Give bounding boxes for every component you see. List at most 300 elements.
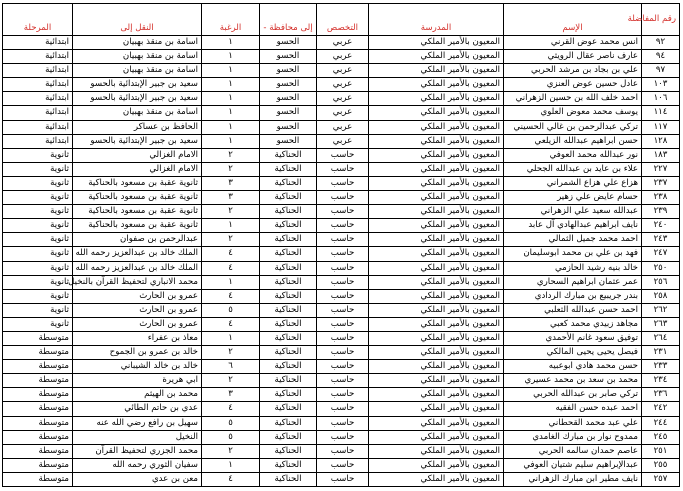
cell-wish[interactable]: ٥	[202, 303, 260, 317]
cell-school[interactable]: المعيون بالأمير الملكي	[369, 416, 504, 430]
table-row	[3, 303, 680, 317]
table-row	[3, 92, 680, 106]
cell-stage[interactable]: ثانوية	[3, 191, 73, 205]
cell-to-gov[interactable]: الحسو	[260, 50, 317, 64]
cell-name[interactable]: احمد خلف الله بن حسين الزهراني	[504, 92, 642, 106]
cell-name[interactable]: عادل حسين عوض العنزي	[504, 78, 642, 92]
cell-num[interactable]: ٢٦٢	[642, 303, 680, 317]
cell-stage[interactable]: ابتدائية	[3, 64, 73, 78]
cell-stage[interactable]: ثانوية	[3, 317, 73, 331]
cell-specialty[interactable]: حاسب	[317, 388, 369, 402]
cell-to-gov[interactable]: الحسو	[260, 120, 317, 134]
cell-specialty[interactable]: حاسب	[317, 360, 369, 374]
cell-wish[interactable]: ١	[202, 50, 260, 64]
cell-specialty[interactable]: حاسب	[317, 458, 369, 472]
cell-school[interactable]: المعيون بالأمير الملكي	[369, 134, 504, 148]
cell-wish[interactable]: ٣	[202, 388, 260, 402]
cell-transfer-to[interactable]: سعيد بن جبير الإبتدائية بالحسو	[73, 78, 202, 92]
cell-stage[interactable]: ثانوية	[3, 205, 73, 219]
cell-to-gov[interactable]: الحناكية	[260, 219, 317, 233]
cell-stage[interactable]: ثانوية	[3, 303, 73, 317]
cell-to-gov[interactable]: الحناكية	[260, 233, 317, 247]
cell-name[interactable]: علاء بن عايد بن عبدالله الجحلي	[504, 162, 642, 176]
spreadsheet	[3, 3, 680, 487]
cell-name[interactable]: توفيق سعود غانم الأحمدي	[504, 331, 642, 345]
cell-stage[interactable]: ابتدائية	[3, 120, 73, 134]
cell-school[interactable]: المعيون بالأمير الملكي	[369, 331, 504, 345]
cell-name[interactable]: فيصل يحيى يحيى المالكي	[504, 346, 642, 360]
cell-stage[interactable]: متوسطة	[3, 360, 73, 374]
header-school: المدرسة	[369, 4, 504, 36]
cell-transfer-to[interactable]: اسامة بن منقذ بهبيان	[73, 64, 202, 78]
cell-stage[interactable]: ثانوية	[3, 148, 73, 162]
table-row	[3, 331, 680, 345]
cell-num[interactable]: ٢٤٤	[642, 416, 680, 430]
table-row	[3, 402, 680, 416]
cell-school[interactable]: المعيون بالأمير الملكي	[369, 50, 504, 64]
cell-name[interactable]: حسن ابراهيم عبدالله الزيلعي	[504, 134, 642, 148]
cell-to-gov[interactable]: الحناكية	[260, 275, 317, 289]
cell-transfer-to[interactable]: خالد بن خالد الشيباني	[73, 360, 202, 374]
cell-to-gov[interactable]: الحسو	[260, 78, 317, 92]
cell-wish[interactable]: ١	[202, 92, 260, 106]
table-row	[3, 162, 680, 176]
cell-num[interactable]: ٢٤٠	[642, 219, 680, 233]
cell-wish[interactable]: ٢	[202, 346, 260, 360]
cell-transfer-to[interactable]: ثانوية عقبة بن مسعود بالحناكية	[73, 205, 202, 219]
cell-num[interactable]: ٩٤	[642, 50, 680, 64]
transfer-table	[2, 3, 680, 487]
table-row	[3, 374, 680, 388]
cell-school[interactable]: المعيون بالأمير الملكي	[369, 360, 504, 374]
cell-school[interactable]: المعيون بالأمير الملكي	[369, 472, 504, 486]
cell-transfer-to[interactable]: الملك خالد بن عبدالعزيز رحمه الله	[73, 247, 202, 261]
cell-wish[interactable]: ١	[202, 331, 260, 345]
cell-specialty[interactable]: حاسب	[317, 430, 369, 444]
cell-school[interactable]: المعيون بالأمير الملكي	[369, 219, 504, 233]
cell-specialty[interactable]: عربي	[317, 50, 369, 64]
cell-num[interactable]: ٩٧	[642, 64, 680, 78]
cell-school[interactable]: المعيون بالأمير الملكي	[369, 458, 504, 472]
table-row	[3, 176, 680, 190]
cell-wish[interactable]: ٢	[202, 444, 260, 458]
header-num: رقم المفاضلة	[642, 4, 680, 36]
cell-school[interactable]: المعيون بالأمير الملكي	[369, 317, 504, 331]
cell-school[interactable]: المعيون بالأمير الملكي	[369, 92, 504, 106]
cell-stage[interactable]: ثانوية	[3, 233, 73, 247]
cell-transfer-to[interactable]: عمرو بن الحارث	[73, 317, 202, 331]
cell-school[interactable]: المعيون بالأمير الملكي	[369, 289, 504, 303]
cell-school[interactable]: المعيون بالأمير الملكي	[369, 162, 504, 176]
cell-stage[interactable]: متوسطة	[3, 472, 73, 486]
table-row	[3, 430, 680, 444]
cell-specialty[interactable]: عربي	[317, 106, 369, 120]
cell-school[interactable]: المعيون بالأمير الملكي	[369, 430, 504, 444]
cell-to-gov[interactable]: الحناكية	[260, 289, 317, 303]
cell-name[interactable]: حسن محمد هادي ابوعبيه	[504, 360, 642, 374]
cell-specialty[interactable]: حاسب	[317, 261, 369, 275]
cell-to-gov[interactable]: الحناكية	[260, 162, 317, 176]
cell-wish[interactable]: ٤	[202, 402, 260, 416]
cell-to-gov[interactable]: الحسو	[260, 134, 317, 148]
cell-stage[interactable]: ابتدائية	[3, 134, 73, 148]
cell-to-gov[interactable]: الحناكية	[260, 360, 317, 374]
cell-num[interactable]: ٢٣٣	[642, 360, 680, 374]
cell-num[interactable]: ٢٦٣	[642, 317, 680, 331]
cell-transfer-to[interactable]: عدي بن حاتم الطائي	[73, 402, 202, 416]
cell-specialty[interactable]: عربي	[317, 64, 369, 78]
cell-specialty[interactable]: عربي	[317, 92, 369, 106]
header-stage: المرحلة	[3, 4, 73, 36]
cell-transfer-to[interactable]: محمد بن الهيثم	[73, 388, 202, 402]
cell-num[interactable]: ٢٣١	[642, 346, 680, 360]
cell-to-gov[interactable]: الحناكية	[260, 472, 317, 486]
cell-to-gov[interactable]: الحناكية	[260, 148, 317, 162]
cell-name[interactable]: علي عبد محمد القحطاني	[504, 416, 642, 430]
cell-specialty[interactable]: حاسب	[317, 162, 369, 176]
table-row	[3, 444, 680, 458]
cell-name[interactable]: خالد بنيه رشيد الحازمي	[504, 261, 642, 275]
cell-specialty[interactable]: عربي	[317, 36, 369, 50]
cell-to-gov[interactable]: الحناكية	[260, 331, 317, 345]
cell-school[interactable]: المعيون بالأمير الملكي	[369, 261, 504, 275]
cell-stage[interactable]: ابتدائية	[3, 106, 73, 120]
cell-wish[interactable]: ٤	[202, 247, 260, 261]
cell-num[interactable]: ٢٦٤	[642, 331, 680, 345]
cell-to-gov[interactable]: الحناكية	[260, 458, 317, 472]
cell-school[interactable]: المعيون بالأمير الملكي	[369, 191, 504, 205]
cell-num[interactable]: ٢٥٥	[642, 458, 680, 472]
cell-num[interactable]: ٢٥٠	[642, 261, 680, 275]
cell-name[interactable]: عاصم حمدان سالمه الحربي	[504, 444, 642, 458]
header-wish: الرغبة	[202, 4, 260, 36]
header-row	[3, 4, 680, 36]
table-row	[3, 78, 680, 92]
cell-wish[interactable]: ٤	[202, 289, 260, 303]
cell-transfer-to[interactable]: الامام الغزالي	[73, 148, 202, 162]
cell-num[interactable]: ٢٤٣	[642, 233, 680, 247]
header-to-gov: إلى محافظة -	[260, 4, 317, 36]
cell-school[interactable]: المعيون بالأمير الملكي	[369, 64, 504, 78]
cell-transfer-to[interactable]: عمرو بن الحارث	[73, 303, 202, 317]
cell-name[interactable]: علي بن بجاد بن مرشد الحربي	[504, 64, 642, 78]
cell-wish[interactable]: ٣	[202, 191, 260, 205]
cell-specialty[interactable]: عربي	[317, 120, 369, 134]
cell-name[interactable]: عمر عثمان ابراهيم السحاري	[504, 275, 642, 289]
cell-stage[interactable]: ثانوية	[3, 289, 73, 303]
cell-to-gov[interactable]: الحناكية	[260, 444, 317, 458]
cell-school[interactable]: المعيون بالأمير الملكي	[369, 402, 504, 416]
cell-to-gov[interactable]: الحناكية	[260, 430, 317, 444]
cell-stage[interactable]: متوسطة	[3, 374, 73, 388]
cell-num[interactable]: ٢٣٤	[642, 374, 680, 388]
cell-transfer-to[interactable]: سفيان الثوري رحمه الله	[73, 458, 202, 472]
cell-transfer-to[interactable]: ثانوية عقبة بن مسعود بالحناكية	[73, 219, 202, 233]
cell-to-gov[interactable]: الحناكية	[260, 191, 317, 205]
table-body	[3, 36, 680, 487]
cell-school[interactable]: المعيون بالأمير الملكي	[369, 233, 504, 247]
cell-to-gov[interactable]: الحناكية	[260, 176, 317, 190]
table-row	[3, 247, 680, 261]
cell-wish[interactable]: ٢	[202, 374, 260, 388]
cell-num[interactable]: ٢٣٦	[642, 388, 680, 402]
cell-school[interactable]: المعيون بالأمير الملكي	[369, 303, 504, 317]
cell-wish[interactable]: ٦	[202, 360, 260, 374]
header-specialty: التخصص	[317, 4, 369, 36]
cell-name[interactable]: انس محمد عوض القرني	[504, 36, 642, 50]
cell-transfer-to[interactable]: خالد بن عمرو بن الجموح	[73, 346, 202, 360]
cell-transfer-to[interactable]: سعيد بن جبير الإبتدائية بالحسو	[73, 92, 202, 106]
cell-stage[interactable]: متوسطة	[3, 331, 73, 345]
cell-stage[interactable]: ثانوية	[3, 176, 73, 190]
cell-transfer-to[interactable]: محمد الانباري لتحفيظ القرآن بالنخيل	[73, 275, 202, 289]
cell-transfer-to[interactable]: اسامة بن منقذ بهبيان	[73, 106, 202, 120]
header-name: الإسم	[504, 4, 642, 36]
cell-specialty[interactable]: حاسب	[317, 233, 369, 247]
cell-school[interactable]: المعيون بالأمير الملكي	[369, 444, 504, 458]
cell-to-gov[interactable]: الحسو	[260, 36, 317, 50]
cell-stage[interactable]: متوسطة	[3, 416, 73, 430]
cell-name[interactable]: نايف ابراهيم عبدالهادي آل عابد	[504, 219, 642, 233]
cell-to-gov[interactable]: الحسو	[260, 92, 317, 106]
cell-school[interactable]: المعيون بالأمير الملكي	[369, 275, 504, 289]
cell-name[interactable]: احمد محمد جميل الثمالي	[504, 233, 642, 247]
cell-name[interactable]: احمد حسن عبدالله الثعلبي	[504, 303, 642, 317]
cell-stage[interactable]: متوسطة	[3, 458, 73, 472]
cell-stage[interactable]: ابتدائية	[3, 92, 73, 106]
cell-specialty[interactable]: حاسب	[317, 176, 369, 190]
table-row	[3, 360, 680, 374]
cell-stage[interactable]: متوسطة	[3, 444, 73, 458]
cell-specialty[interactable]: حاسب	[317, 289, 369, 303]
cell-transfer-to[interactable]: الملك خالد بن عبدالعزيز رحمه الله	[73, 261, 202, 275]
table-row	[3, 472, 680, 486]
cell-to-gov[interactable]: الحناكية	[260, 261, 317, 275]
cell-specialty[interactable]: حاسب	[317, 317, 369, 331]
cell-wish[interactable]: ١	[202, 64, 260, 78]
cell-num[interactable]: ١٢٨	[642, 134, 680, 148]
table-row	[3, 106, 680, 120]
table-row	[3, 416, 680, 430]
cell-name[interactable]: نور عبدالله محمد العوفي	[504, 148, 642, 162]
cell-transfer-to[interactable]: معن بن عدي	[73, 472, 202, 486]
table-row	[3, 64, 680, 78]
cell-num[interactable]: ١١٤	[642, 106, 680, 120]
cell-wish[interactable]: ٤	[202, 317, 260, 331]
cell-specialty[interactable]: حاسب	[317, 205, 369, 219]
table-row	[3, 275, 680, 289]
cell-to-gov[interactable]: الحسو	[260, 64, 317, 78]
cell-specialty[interactable]: حاسب	[317, 402, 369, 416]
cell-num[interactable]: ٩٢	[642, 36, 680, 50]
cell-transfer-to[interactable]: ثانوية عقبة بن مسعود بالحناكية	[73, 191, 202, 205]
cell-transfer-to[interactable]: الحافظ بن عساكر	[73, 120, 202, 134]
cell-specialty[interactable]: حاسب	[317, 191, 369, 205]
cell-wish[interactable]: ١	[202, 219, 260, 233]
cell-num[interactable]: ٢٤٢	[642, 402, 680, 416]
cell-name[interactable]: عبدالله سعيد علي الزهراني	[504, 205, 642, 219]
cell-num[interactable]: ١٠٦	[642, 92, 680, 106]
cell-school[interactable]: المعيون بالأمير الملكي	[369, 346, 504, 360]
cell-specialty[interactable]: حاسب	[317, 416, 369, 430]
cell-wish[interactable]: ١	[202, 106, 260, 120]
table-row	[3, 458, 680, 472]
cell-specialty[interactable]: حاسب	[317, 303, 369, 317]
cell-stage[interactable]: ابتدائية	[3, 78, 73, 92]
cell-name[interactable]: حسام عايض علي زهير	[504, 191, 642, 205]
cell-num[interactable]: ٢٤٥	[642, 430, 680, 444]
cell-num[interactable]: ١٠٣	[642, 78, 680, 92]
cell-transfer-to[interactable]: النخيل	[73, 430, 202, 444]
table-row	[3, 233, 680, 247]
cell-name[interactable]: عارف ناصر عقال الرويثي	[504, 50, 642, 64]
cell-school[interactable]: المعيون بالأمير الملكي	[369, 36, 504, 50]
cell-wish[interactable]: ٢	[202, 148, 260, 162]
cell-name[interactable]: فهد بن علي بن محمد ابوسليمان	[504, 247, 642, 261]
cell-stage[interactable]: ابتدائية	[3, 50, 73, 64]
cell-name[interactable]: بندر جريبيع بن مبارك الردادي	[504, 289, 642, 303]
cell-stage[interactable]: ثانوية	[3, 247, 73, 261]
cell-specialty[interactable]: حاسب	[317, 331, 369, 345]
cell-transfer-to[interactable]: ابي هريرة	[73, 374, 202, 388]
cell-wish[interactable]: ٢	[202, 205, 260, 219]
table-row	[3, 134, 680, 148]
cell-num[interactable]: ٢٣٧	[642, 176, 680, 190]
cell-wish[interactable]: ٤	[202, 472, 260, 486]
table-row	[3, 219, 680, 233]
cell-to-gov[interactable]: الحناكية	[260, 317, 317, 331]
cell-to-gov[interactable]: الحناكية	[260, 388, 317, 402]
table-row	[3, 289, 680, 303]
cell-name[interactable]: مجاهد زبيدي محمد كعبي	[504, 317, 642, 331]
cell-transfer-to[interactable]: محمد الجزري لتحفيظ القرآن	[73, 444, 202, 458]
cell-num[interactable]: ٢٥١	[642, 444, 680, 458]
cell-wish[interactable]: ١	[202, 36, 260, 50]
cell-wish[interactable]: ١	[202, 458, 260, 472]
cell-transfer-to[interactable]: ثانوية عقبة بن مسعود بالحناكية	[73, 176, 202, 190]
cell-transfer-to[interactable]: اسامة بن منقذ بهبيان	[73, 36, 202, 50]
cell-school[interactable]: المعيون بالأمير الملكي	[369, 205, 504, 219]
table-row	[3, 205, 680, 219]
cell-stage[interactable]: متوسطة	[3, 402, 73, 416]
cell-wish[interactable]: ١	[202, 120, 260, 134]
cell-transfer-to[interactable]: اسامة بن منقذ بهبيان	[73, 50, 202, 64]
cell-num[interactable]: ٢٢٧	[642, 162, 680, 176]
cell-school[interactable]: المعيون بالأمير الملكي	[369, 388, 504, 402]
cell-num[interactable]: ٢٥٨	[642, 289, 680, 303]
cell-stage[interactable]: ثانوية	[3, 275, 73, 289]
cell-school[interactable]: المعيون بالأمير الملكي	[369, 148, 504, 162]
table-row	[3, 120, 680, 134]
cell-wish[interactable]: ٤	[202, 261, 260, 275]
cell-stage[interactable]: متوسطة	[3, 430, 73, 444]
cell-specialty[interactable]: حاسب	[317, 247, 369, 261]
cell-school[interactable]: المعيون بالأمير الملكي	[369, 176, 504, 190]
cell-wish[interactable]: ٢	[202, 162, 260, 176]
cell-stage[interactable]: ثانوية	[3, 162, 73, 176]
cell-specialty[interactable]: حاسب	[317, 444, 369, 458]
cell-school[interactable]: المعيون بالأمير الملكي	[369, 120, 504, 134]
cell-wish[interactable]: ١	[202, 275, 260, 289]
table-row	[3, 261, 680, 275]
cell-num[interactable]: ١٨٣	[642, 148, 680, 162]
cell-transfer-to[interactable]: سعيد بن جبير الإبتدائية بالحسو	[73, 134, 202, 148]
header-transfer-to: النقل إلى	[73, 4, 202, 36]
cell-to-gov[interactable]: الحناكية	[260, 205, 317, 219]
cell-to-gov[interactable]: الحناكية	[260, 402, 317, 416]
cell-specialty[interactable]: حاسب	[317, 275, 369, 289]
cell-school[interactable]: المعيون بالأمير الملكي	[369, 374, 504, 388]
cell-school[interactable]: المعيون بالأمير الملكي	[369, 106, 504, 120]
cell-wish[interactable]: ١	[202, 134, 260, 148]
cell-wish[interactable]: ٣	[202, 176, 260, 190]
cell-wish[interactable]: ٢	[202, 233, 260, 247]
cell-num[interactable]: ٢٤٧	[642, 247, 680, 261]
cell-specialty[interactable]: عربي	[317, 78, 369, 92]
cell-to-gov[interactable]: الحناكية	[260, 374, 317, 388]
cell-to-gov[interactable]: الحناكية	[260, 416, 317, 430]
cell-stage[interactable]: متوسطة	[3, 388, 73, 402]
cell-transfer-to[interactable]: الامام الغزالي	[73, 162, 202, 176]
cell-name[interactable]: نايف مطير ابن مبارك الزهراني	[504, 472, 642, 486]
cell-num[interactable]: ٢٥٦	[642, 275, 680, 289]
cell-num[interactable]: ٢٥٧	[642, 472, 680, 486]
cell-specialty[interactable]: عربي	[317, 134, 369, 148]
cell-name[interactable]: هزاع علي هزاع الشمراني	[504, 176, 642, 190]
cell-specialty[interactable]: حاسب	[317, 148, 369, 162]
cell-to-gov[interactable]: الحناكية	[260, 303, 317, 317]
table-row	[3, 36, 680, 50]
cell-transfer-to[interactable]: سهيل بن رافع رضي الله عنه	[73, 416, 202, 430]
cell-name[interactable]: تركي صابر بن عبدالله الحربي	[504, 388, 642, 402]
cell-num[interactable]: ١١٧	[642, 120, 680, 134]
cell-transfer-to[interactable]: عمرو بن الحارث	[73, 289, 202, 303]
cell-stage[interactable]: ثانوية	[3, 219, 73, 233]
cell-transfer-to[interactable]: معاذ بن عفراء	[73, 331, 202, 345]
cell-specialty[interactable]: حاسب	[317, 346, 369, 360]
table-row	[3, 388, 680, 402]
cell-name[interactable]: عبدالإبراهيم سليم شتيان العوفي	[504, 458, 642, 472]
cell-name[interactable]: يوسف محمد معوض العلوي	[504, 106, 642, 120]
cell-to-gov[interactable]: الحناكية	[260, 247, 317, 261]
cell-specialty[interactable]: حاسب	[317, 374, 369, 388]
cell-specialty[interactable]: حاسب	[317, 219, 369, 233]
cell-stage[interactable]: ابتدائية	[3, 36, 73, 50]
table-row	[3, 346, 680, 360]
cell-wish[interactable]: ٥	[202, 416, 260, 430]
table-row	[3, 317, 680, 331]
cell-wish[interactable]: ٥	[202, 430, 260, 444]
cell-school[interactable]: المعيون بالأمير الملكي	[369, 247, 504, 261]
cell-stage[interactable]: ثانوية	[3, 261, 73, 275]
cell-name[interactable]: محمد بن سعد بن محمد عسيري	[504, 374, 642, 388]
cell-to-gov[interactable]: الحناكية	[260, 346, 317, 360]
table-row	[3, 148, 680, 162]
cell-stage[interactable]: متوسطة	[3, 346, 73, 360]
cell-school[interactable]: المعيون بالأمير الملكي	[369, 78, 504, 92]
table-row	[3, 191, 680, 205]
table-row	[3, 50, 680, 64]
cell-to-gov[interactable]: الحسو	[260, 106, 317, 120]
cell-num[interactable]: ٢٣٩	[642, 205, 680, 219]
cell-name[interactable]: احمد عبده حسن الفقيه	[504, 402, 642, 416]
cell-num[interactable]: ٢٣٨	[642, 191, 680, 205]
cell-name[interactable]: ممدوح نوار بن مبارك الغامدي	[504, 430, 642, 444]
cell-transfer-to[interactable]: عبدالرحمن بن صفوان	[73, 233, 202, 247]
cell-name[interactable]: تركي عبدالرحمن بن غالي الحسيني	[504, 120, 642, 134]
cell-wish[interactable]: ١	[202, 78, 260, 92]
cell-specialty[interactable]: حاسب	[317, 472, 369, 486]
